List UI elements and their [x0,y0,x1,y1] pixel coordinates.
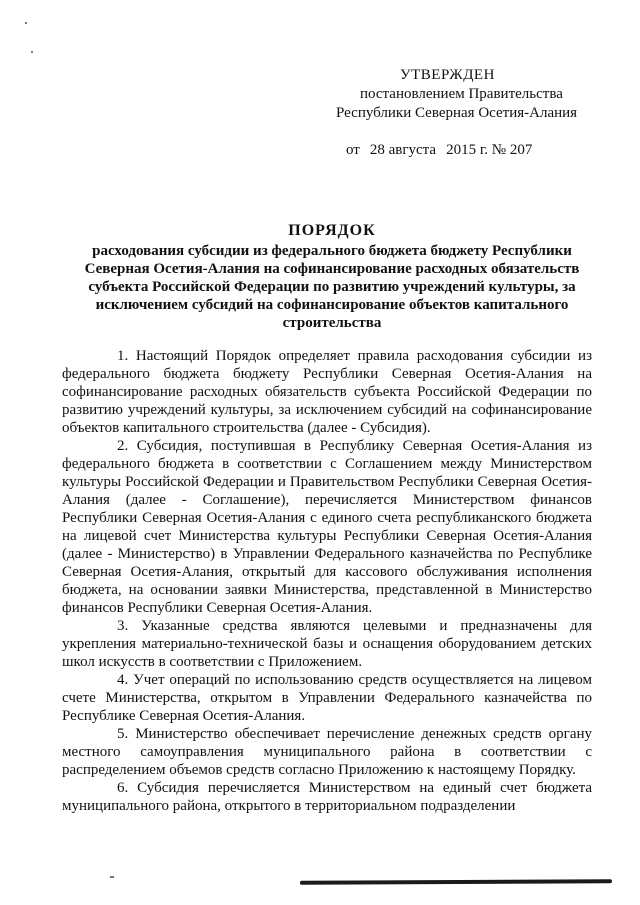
scan-speck [25,22,27,24]
paragraph-4: 4. Учет операций по использованию средств осуществляется на лицевом счете Министерства, открытом в Управлении Федерального казначейства по Республике Северная Осетия-Алания. [62,672,592,724]
paragraph-2: 2. Субсидия, поступившая в Республику Северная Осетия-Алания из федерального бюджета в соответствии с Соглашением между Министерством культуры Российской Федерации и Правительством Республики Северная Осетия-Алания (далее - Соглашение), перечисляется Министерством финансов Республики Северная Осетия-Алания с единого счета республиканского бюджета на лицевой счет Министерства культуры Республики Северная Осетия-Алания (далее - Министерство) в Управлении Федерального казначейства по Республике Северная Осетия-Алания, открытый для кассового обслуживания исполнения бюджета, на основании заявки Министерства, представленной в Министерство финансов Республики Северная Осетия-Алания. [62,438,592,616]
approval-line-1: постановлением Правительства [360,86,563,102]
approval-date: 28 августа [369,142,437,158]
paragraph-3: 3. Указанные средства являются целевыми и предназначены для укрепления материально-технической базы и оснащения оборудованием детских школ искусств в соответствии с Приложением. [62,618,592,670]
document-body [62,347,592,815]
approval-line-2: Республики Северная Осетия-Алания [336,105,578,121]
scan-speck [31,51,33,53]
paragraph-1: 1. Настоящий Порядок определяет правила расходования субсидии из федерального бюджета бюджету Республики Северная Осетия-Алания на софинансирование расходных обязательств субъекта Российской Федерации по развитию учреждений культуры, за исключением субсидий на софинансирование объектов капитального строительства (далее - Субсидия). [62,348,592,436]
approval-date-line [330,141,610,160]
scan-mark [110,876,114,878]
approval-number: 207 [509,142,533,158]
paragraph-5: 5. Министерство обеспечивает перечисление денежных средств органу местного самоуправления муниципального района в соответствии с распределением объемов средств согласно Приложению к настоящему Порядку. [62,726,592,778]
document-title: ПОРЯДОК [288,222,376,239]
approval-date-prefix: от [346,142,360,158]
document-subtitle: расходования субсидии из федерального бюджета бюджету Республики Северная Осетия-Алания на софинансирование расходных обязательств субъекта Российской Федерации по развитию учреждений культуры, за исключением субсидий на софинансирование объектов капитального строительства [84,243,580,331]
document-heading [62,222,602,332]
approval-stamp [330,66,610,160]
approval-title: УТВЕРЖДЕН [400,67,495,83]
approval-year: 2015 г. № [446,142,507,158]
page-bottom-rule [300,879,612,885]
paragraph-6: 6. Субсидия перечисляется Министерством на единый счет бюджета муниципального района, открытого в территориальном подразделении [62,780,592,814]
